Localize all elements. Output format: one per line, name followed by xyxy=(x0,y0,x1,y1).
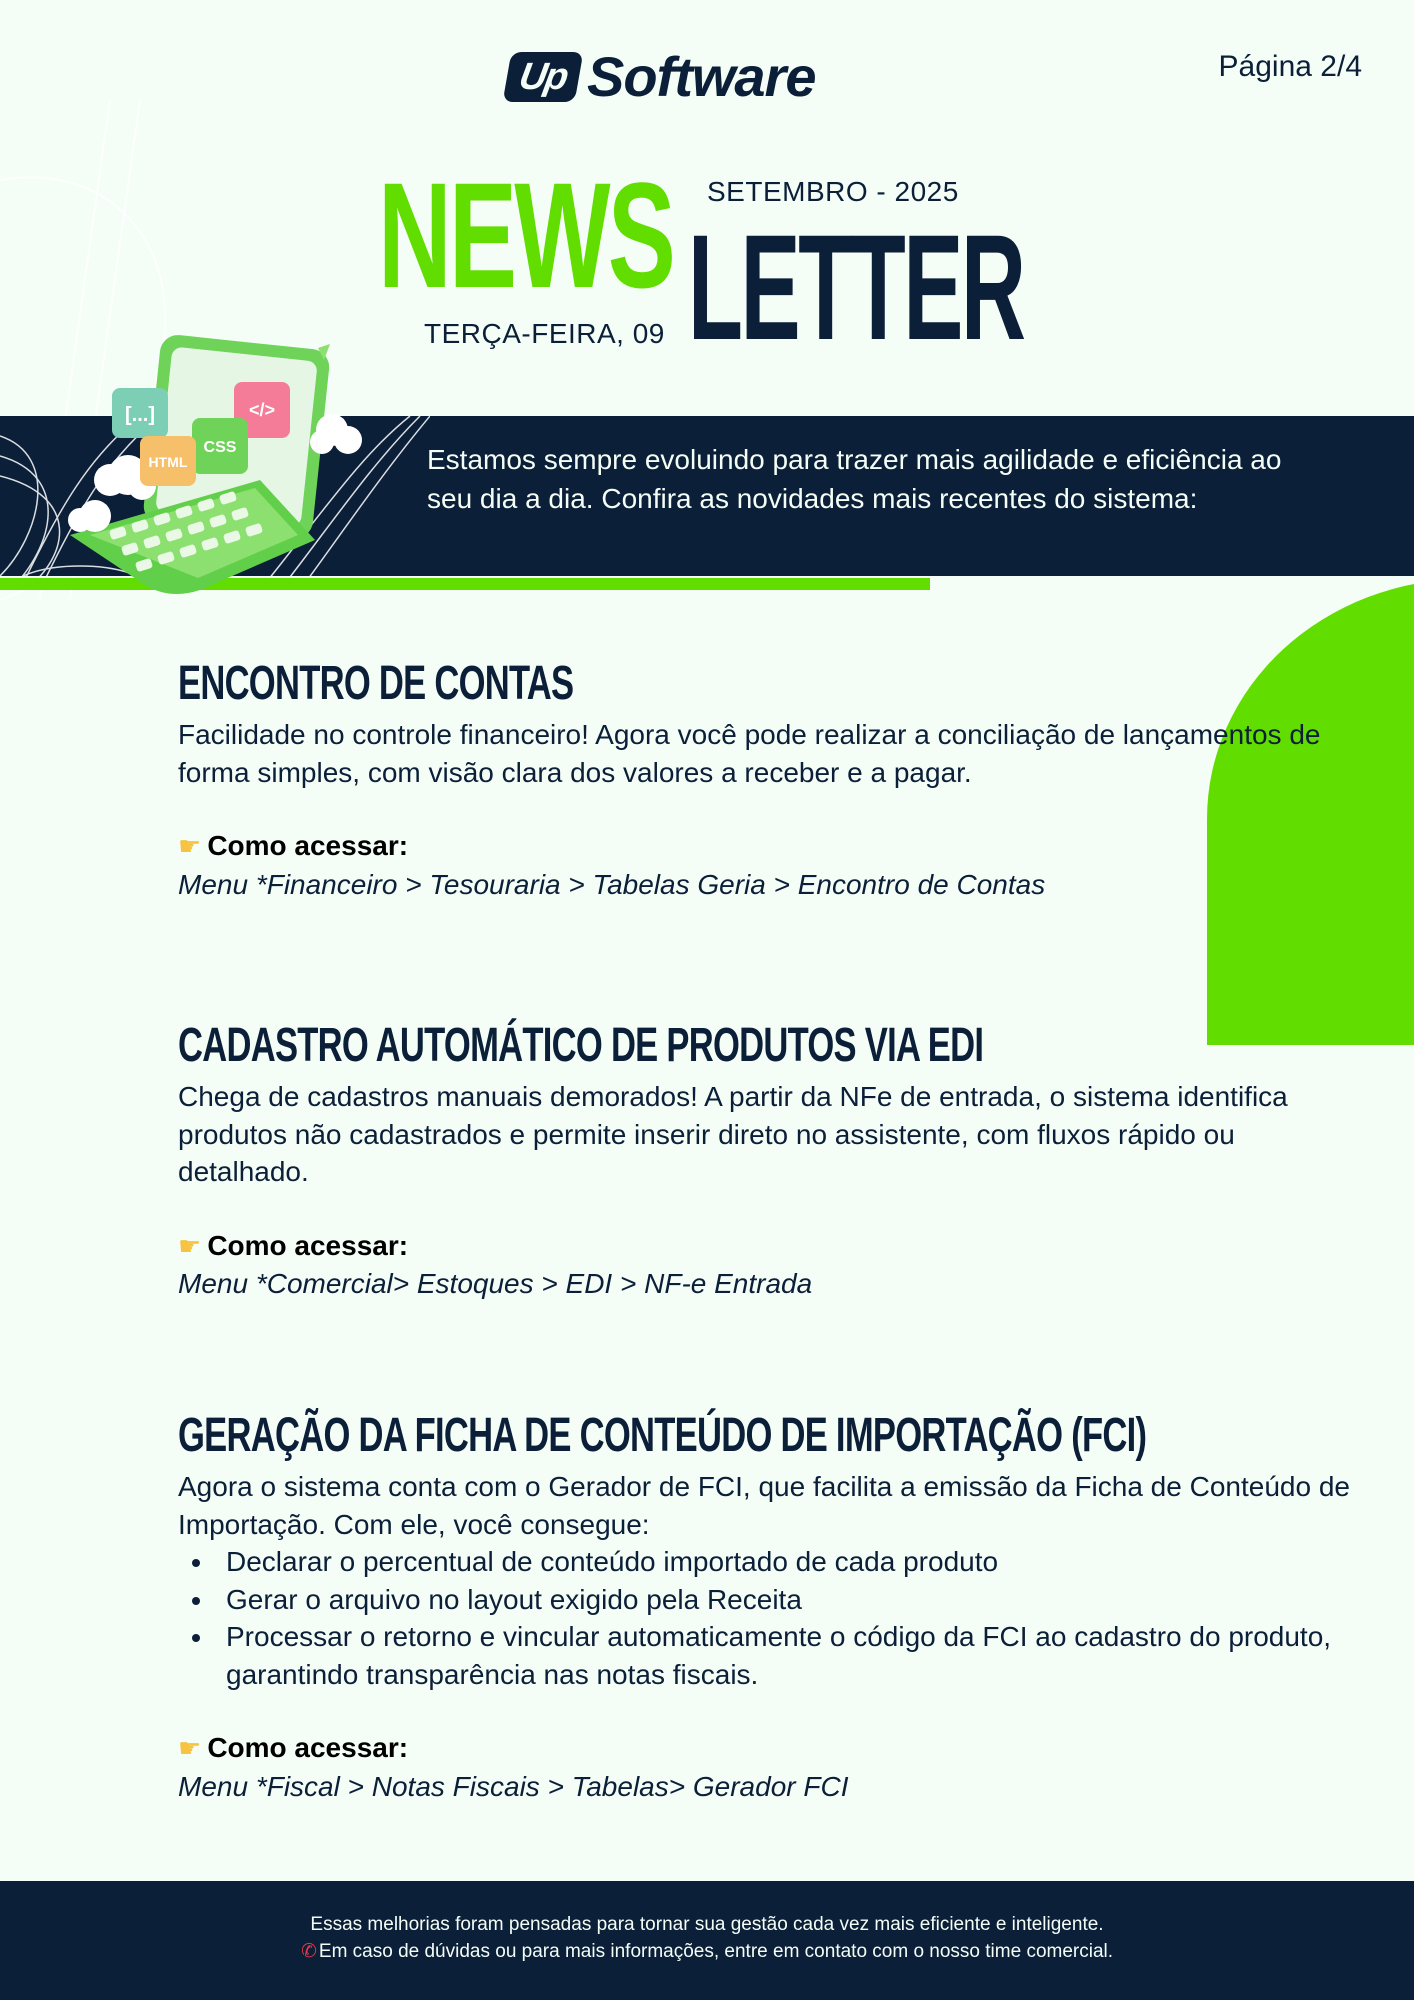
section-title: ENCONTRO DE CONTAS xyxy=(178,657,574,710)
pointing-hand-icon: ☛ xyxy=(178,831,202,861)
menu-path: Menu *Fiscal > Notas Fiscais > Tabelas> Gerador FCI xyxy=(178,1770,849,1802)
logo-wordmark: Software xyxy=(587,45,816,108)
pointing-hand-icon: ☛ xyxy=(178,1733,202,1763)
footer xyxy=(0,1881,1414,2000)
pointing-hand-icon: ☛ xyxy=(178,1230,202,1261)
issue-month: SETEMBRO - 2025 xyxy=(707,176,959,207)
how-to-access xyxy=(178,1729,1358,1805)
illustration-tag-html: HTML xyxy=(148,454,188,470)
how-to-access-label: Como acessar: xyxy=(207,1229,409,1261)
menu-path: Menu *Comercial> Estoques > EDI > NF-e Entrada xyxy=(178,1268,813,1299)
phone-icon: ✆ xyxy=(300,1941,317,1962)
footer-line-1: Essas melhorias foram pensadas para tornar sua gestão cada vez mais eficiente e inteligente. xyxy=(310,1914,1104,1935)
how-to-access-label: Como acessar: xyxy=(207,1732,409,1763)
logo-badge-text: Up xyxy=(516,55,571,97)
title-letter: LETTER xyxy=(688,203,1024,371)
section-encontro-de-contas xyxy=(178,656,1358,903)
menu-path: Menu *Financeiro > Tesouraria > Tabelas Geria > Encontro de Contas xyxy=(178,868,1046,900)
section-body xyxy=(178,1468,1358,1693)
illustration-tag-brackets: [...] xyxy=(125,404,155,426)
section-fci xyxy=(178,1408,1358,1805)
intro-text: Estamos sempre evoluindo para trazer mais agilidade e eficiência ao seu dia a dia. Confira as novidades mais recentes do sistema: xyxy=(427,444,1282,514)
how-to-access-label: Como acessar: xyxy=(207,830,409,861)
section-body: Facilidade no controle financeiro! Agora você pode realizar a conciliação de lançamentos de forma simples, com visão clara dos valores a receber e a pagar. xyxy=(178,719,1321,788)
illustration-tag-code: </> xyxy=(248,400,276,420)
footer-line-2: Em caso de dúvidas ou para mais informações, entre em contato com o nosso time comercial. xyxy=(318,1941,1114,1962)
laptop-illustration xyxy=(50,330,390,600)
title-news: NEWS xyxy=(378,151,674,319)
list-item: Processar o retorno e vincular automaticamente o código da FCI ao cadastro do produto, garantindo transparência nas notas fiscais. xyxy=(178,1618,1358,1693)
issue-weekday: TERÇA-FEIRA, 09 xyxy=(424,318,665,349)
section-title: GERAÇÃO DA FICHA DE CONTEÚDO DE IMPORTAÇÃO (FCI) xyxy=(178,1409,1147,1462)
page-indicator: Página 2/4 xyxy=(1218,50,1362,83)
how-to-access xyxy=(178,1227,1358,1303)
illustration-tag-css: CSS xyxy=(203,439,237,456)
section-cadastro-edi xyxy=(178,1018,1358,1303)
section-body: Chega de cadastros manuais demorados! A partir da NFe de entrada, o sistema identifica produtos não cadastrados e permite inserir direto no assistente, com fluxos rápido ou detalhado. xyxy=(178,1081,1288,1187)
how-to-access xyxy=(178,827,1358,903)
footer-line-2-wrap xyxy=(0,1938,1414,1965)
bullet-list xyxy=(178,1543,1358,1693)
section-intro: Agora o sistema conta com o Gerador de FCI, que facilita a emissão da Ficha de Conteúdo de Importação. Com ele, você consegue: xyxy=(178,1471,1350,1540)
logo-badge xyxy=(503,52,584,102)
section-title: CADASTRO AUTOMÁTICO DE PRODUTOS VIA EDI xyxy=(178,1019,984,1072)
brand-logo xyxy=(507,44,816,109)
list-item: Declarar o percentual de conteúdo importado de cada produto xyxy=(178,1543,1358,1581)
list-item: Gerar o arquivo no layout exigido pela Receita xyxy=(178,1581,1358,1619)
